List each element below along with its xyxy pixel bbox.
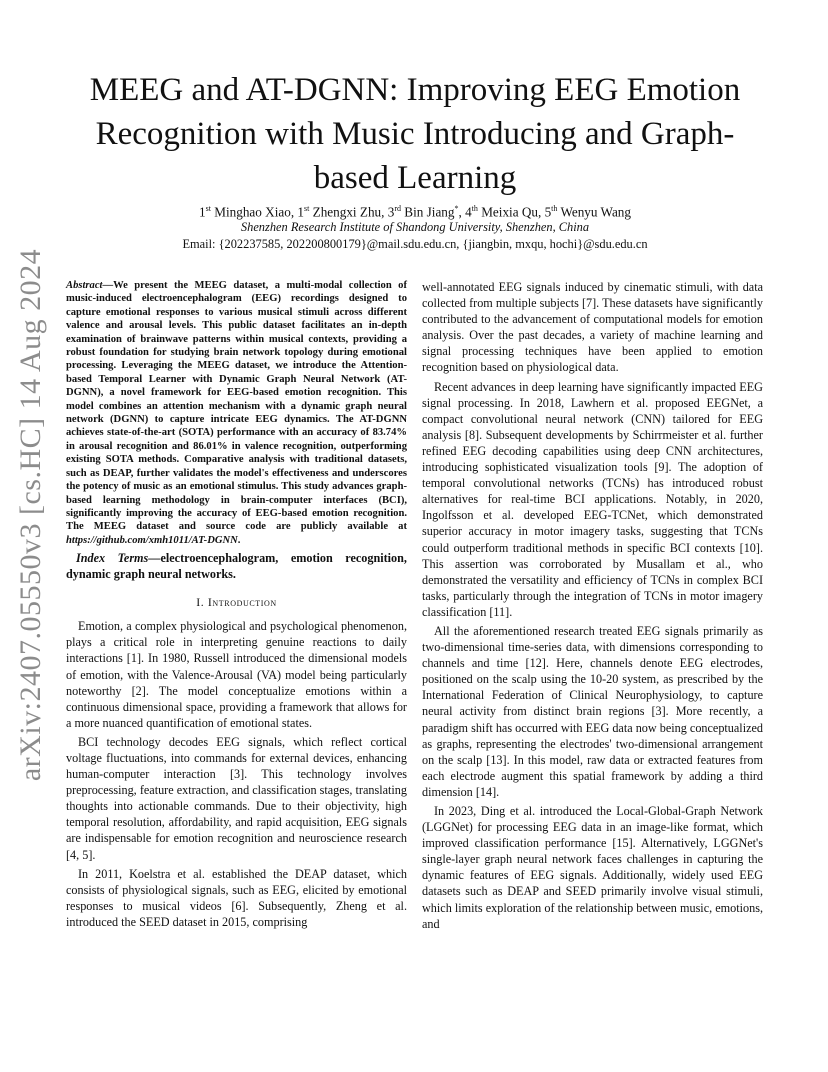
author-ordinal-suffix: rd [394,204,401,213]
paragraph: In 2023, Ding et al. introduced the Local-Global-Graph Network (LGGNet) for processing EEG data in an image-like format, which improved classification performance [15]. Alternatively, LGGNet's single-layer graph neural network faces challenges in capturing the dynamic features of EEG signals. Additionally, widely used EEG datasets such as DEAP and SEED primarily involve visual stimuli, which limits exploration of the relationship between music, emotions, and [422,804,763,931]
author-ordinal-suffix: st [304,204,310,213]
paragraph: Emotion, a complex physiological and psychological phenomenon, plays a critical role in interpreting genuine reactions to daily interactions [1]. In 1980, Russell introduced the dimensional models of emotion, with the Valence-Arousal (VA) model being particularly noteworthy [2]. The model conceptualize emotions within a continuous dimensional space, providing a framework that allows for a more nuanced quantification of emotional states. [66,619,407,730]
author-ordinal: 1 [199,204,206,220]
author-ordinal: 4 [465,204,472,220]
author-affiliation: Shenzhen Research Institute of Shandong University, Shenzhen, China [240,220,590,234]
abstract [66,279,407,547]
index-terms-text: electroencephalogram, emotion recognition, dynamic graph neural networks. [66,551,407,581]
author-name: Minghao Xiao [214,204,291,220]
section-title: Introduction [207,595,277,610]
abstract-text: We present the MEEG dataset, a multi-modal collection of music-induced electroencephalogram (EEG) recordings designed to capture emotional responses to various musical stimuli across different valence and arousal levels. This public dataset facilitates an in-depth examination of brainwave patterns within musical contexts, providing a robust foundation for studying brain network topology during emotional processing. Leveraging the MEEG dataset, we introduce the Attention-based Temporal Learner with Dynamic Graph Neural Network (AT-DGNN), a novel framework for EEG-based emotion recognition. This model combines an attention mechanism with a dynamic graph neural network (DGNN) to capture intricate EEG dynamics. The AT-DGNN achieves state-of-the-art (SOTA) performance with an accuracy of 83.74% in arousal recognition and 86.01% in valence recognition, outperforming existing SOTA methods. Comparative analysis with traditional datasets, such as DEAP, further validates the model's effectiveness and underscores the potency of music as an emotional stimulus. This study advances graph-based learning methodology in brain-computer interfaces (BCI), significantly improving the accuracy of EEG-based emotion recognition. The MEEG dataset and source code are publicly available at [66,280,407,533]
author-list: 1st Minghao Xiao, 1st Zhengxi Zhu, 3rd Bin Jiang*, 4th Meixia Qu, 5th Wenyu Wang [199,204,631,220]
author-ordinal-suffix: st [205,204,211,213]
arxiv-identifier-text: arXiv:2407.05550v3 [cs.HC] 14 Aug 2024 [14,248,48,782]
author-ordinal-suffix: th [471,204,478,213]
author-ordinal: 1 [297,204,304,220]
paragraph: All the aforementioned research treated EEG signals primarily as two-dimensional time-series data, with dimensions corresponding to channels and time [12]. Here, channels denote EEG electrodes, positioned on the scalp using the 10-20 system, as prescribed by the International Federation of Clinical Neurophysiology, to capture neural activity from distinct brain regions [3]. More recently, a paradigm shift has occurred with EEG data now being conceptualized as graphs, representing the electrodes' two-dimensional arrangement on the scalp [13]. In this model, raw data or extracted features from each electrode augment this spatial framework by adding a third dimension [14]. [422,623,763,799]
author-name: Zhengxi Zhu [312,204,382,220]
author-name: Wenyu Wang [560,204,631,220]
author-name: Bin Jiang [404,204,455,220]
author-ordinal: 3 [387,204,395,220]
index-terms-label: Index Terms [76,551,149,566]
author-ordinal: 5 [544,204,552,220]
left-column [66,279,407,933]
abstract-dash: — [102,280,114,291]
paragraph: well-annotated EEG signals induced by cinematic stimuli, with data collected from multiple subjects [7]. These datasets have significantly contributed to the advancement of computational models for emotion analysis. Over the past decades, a variety of machine learning and signal processing techniques have been applied to emotion recognition based on physiological data. [422,280,763,375]
index-terms-dash: — [148,551,161,566]
paragraph: In 2011, Koelstra et al. established the DEAP dataset, which consists of physiological signals, such as EEG, elicited by emotional responses to musical videos [6]. Subsequently, Zheng et al. introduced the SEED dataset in 2015, comprising [66,866,407,929]
paragraph: BCI technology decodes EEG signals, which reflect cortical voltage fluctuations, into commands for external devices, enhancing human-computer interaction [3]. This technology involves preprocessing, feature extraction, and classification stages, translating thoughts into actionable commands. Due to their objectivity, high temporal resolution, affordability, and rapid acquisition, EEG signals are indispensable for emotion recognition and neuroscience research [4, 5]. [66,734,407,862]
right-column [422,279,763,935]
paper-title: MEEG and AT-DGNN: Improving EEG Emotion Recognition with Music Introducing and Graph-based Learning [89,72,741,196]
author-name: Meixia Qu [481,204,538,220]
corresponding-author-mark: * [454,204,459,213]
index-terms [66,551,407,582]
abstract-end: . [237,534,241,546]
arxiv-identifier [8,248,54,782]
author-email: Email: {202237585, 202200800179}@mail.sdu.edu.cn, {jiangbin, mxqu, hochi}@sdu.edu.cn [182,237,648,251]
abstract-label: Abstract [66,280,103,291]
section-number: I. [196,595,205,610]
author-ordinal-suffix: th [551,204,558,213]
paragraph: Recent advances in deep learning have significantly impacted EEG signal processing. In 2018, Lawhern et al. proposed EEGNet, a compact convolutional neural network (CNN) tailored for EEG analysis [8]. Subsequent developments by Schirrmeister et al. further refined EEG decoding capabilities using deep CNN architectures, introducing sophisticated visualization tools [9]. The adoption of temporal convolutional networks (TCNs) has introduced robust alternatives for real-time BCI applications. Notably, in 2020, Ingolfsson et al. developed EEG-TCNet, which demonstrated superior accuracy in motor imagery tasks, suggesting that TCNs could outperform traditional methods in specific BCI contexts [10]. This assertion was corroborated by Musallam et al., who demonstrated the versatility and efficiency of TCNs in complex BCI tasks, particularly through the integration of TCNs in motor imagery classification [11]. [422,379,763,619]
source-code-link[interactable]: https://github.com/xmh1011/AT-DGNN [66,534,238,546]
section-heading [66,594,407,610]
